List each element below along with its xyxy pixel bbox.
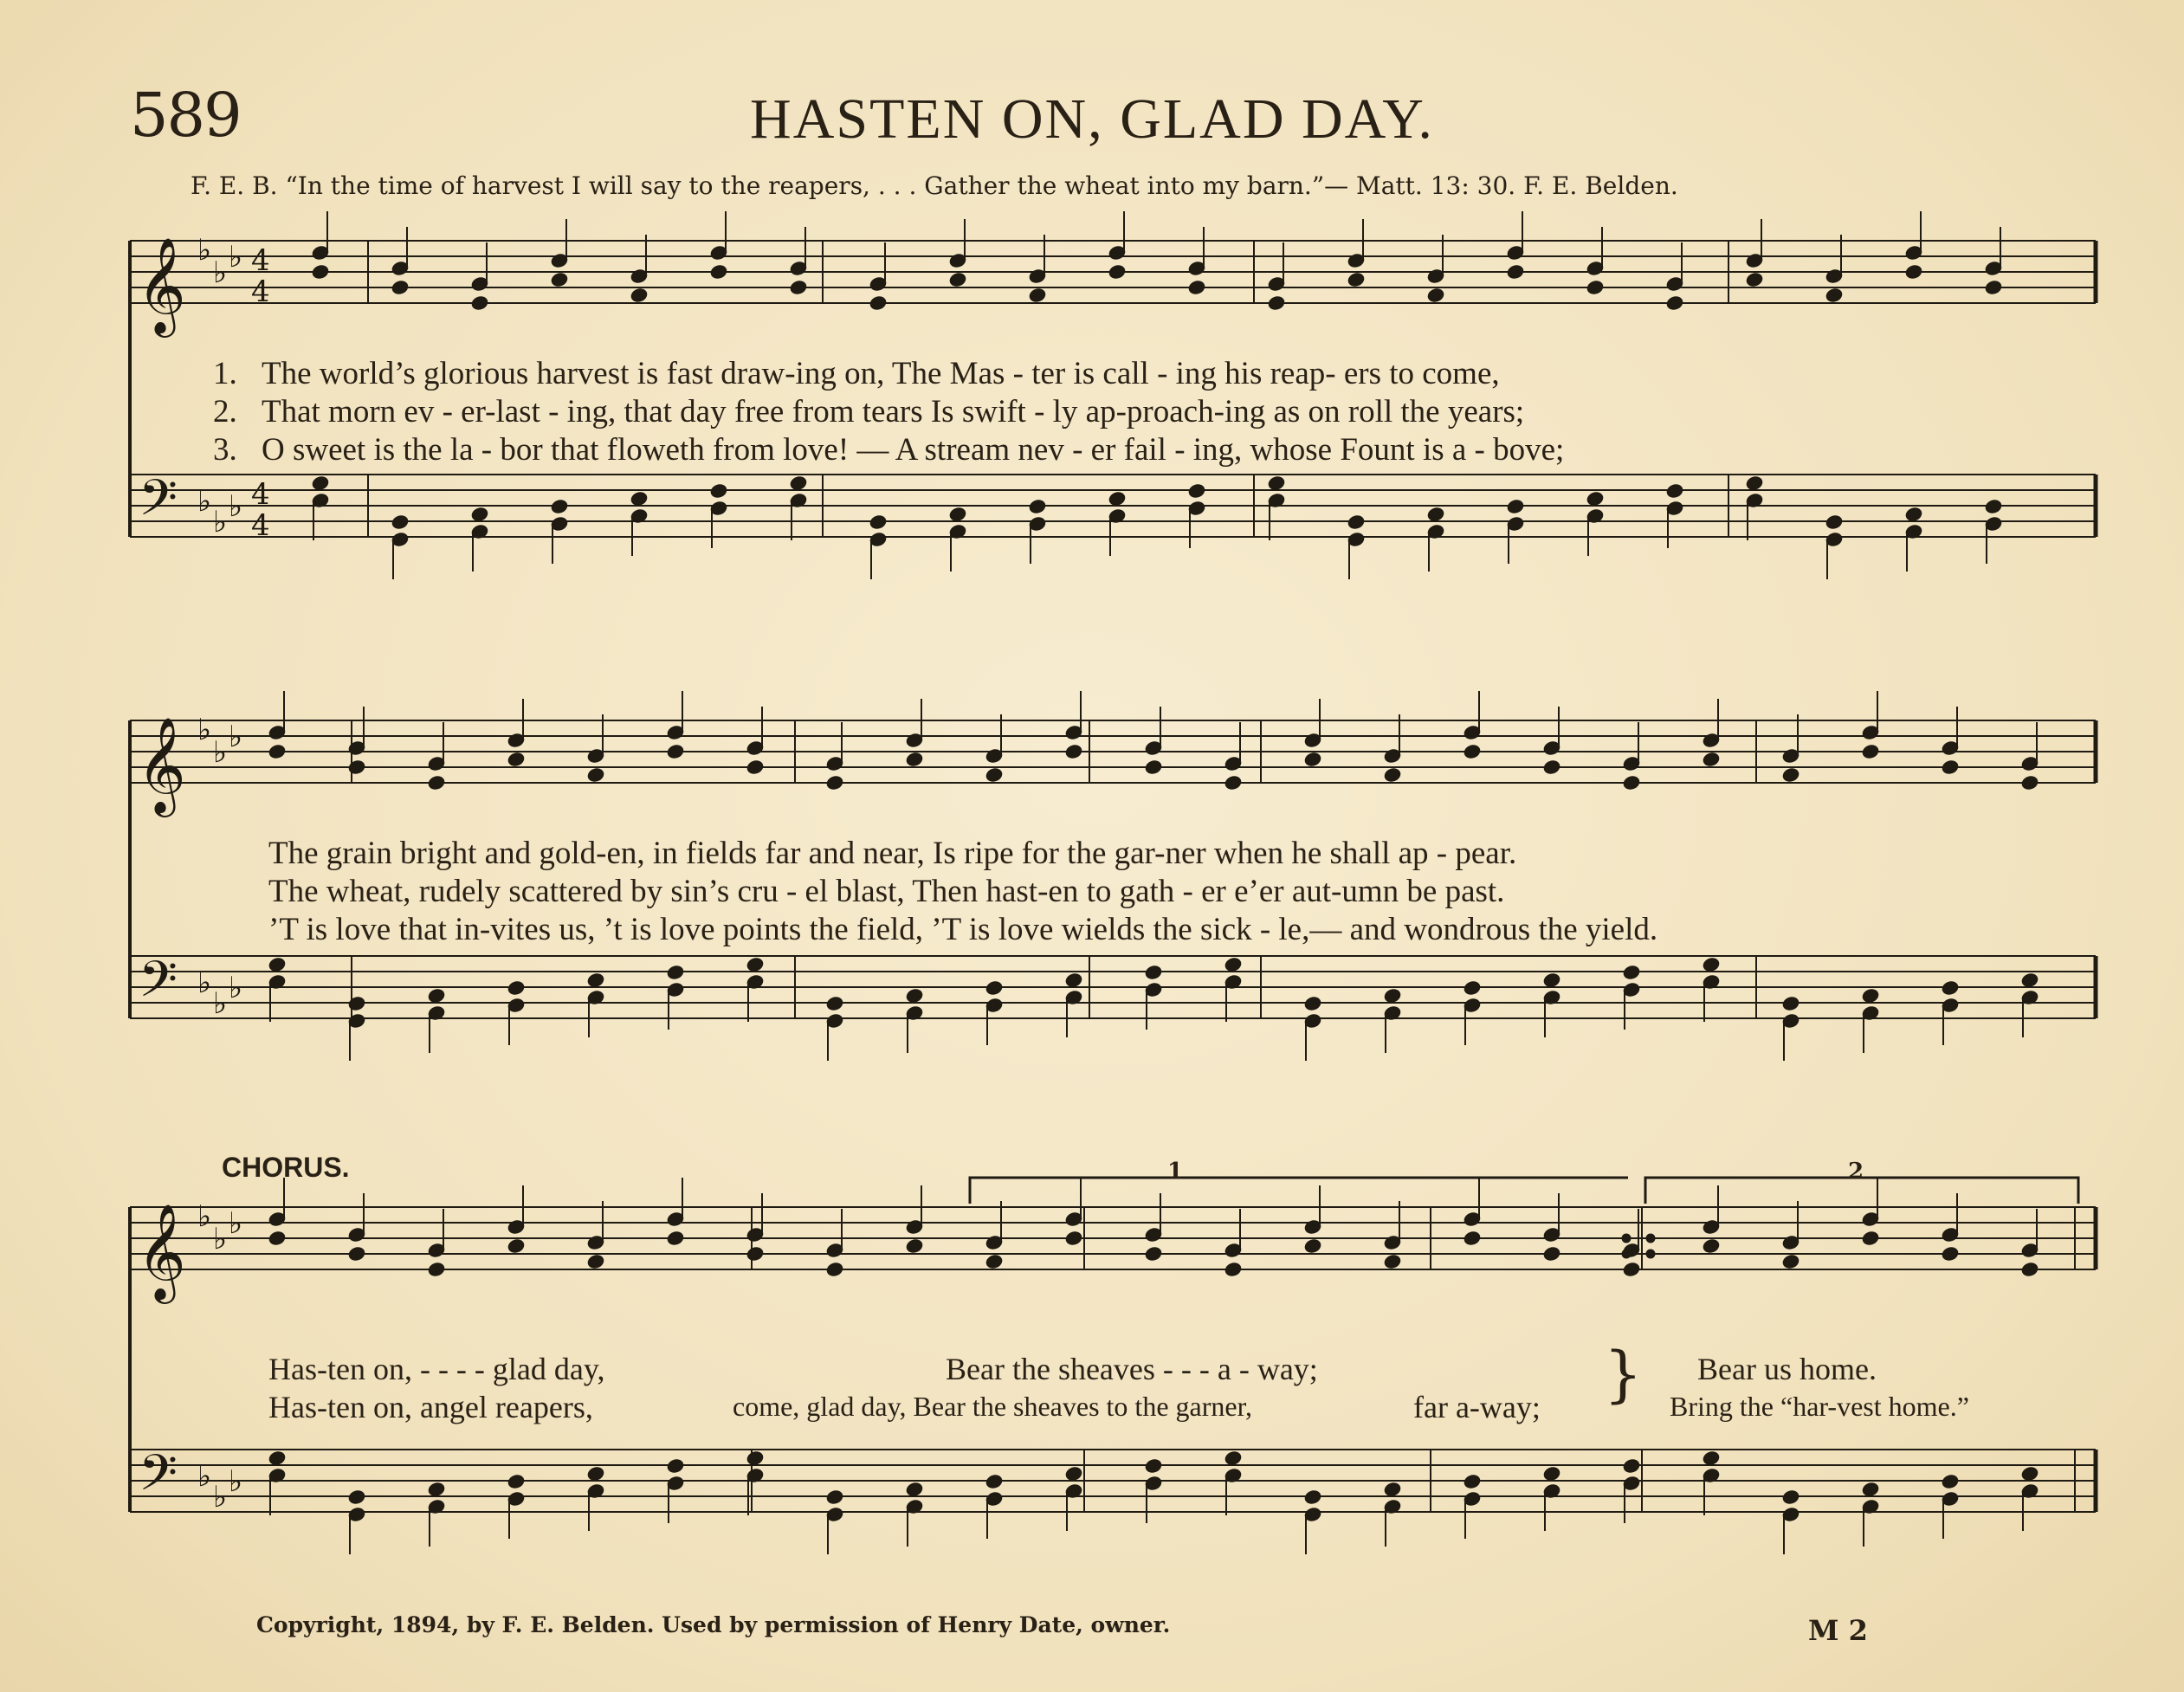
note-head xyxy=(586,1465,605,1482)
note-head xyxy=(427,1481,446,1497)
note-head xyxy=(1506,498,1525,514)
time-signature: 4 xyxy=(251,477,270,512)
note-head xyxy=(1702,751,1721,767)
note-head xyxy=(1267,475,1286,491)
note-head xyxy=(1347,513,1366,530)
chorus-line-1c: Bear us home. xyxy=(1697,1352,1877,1386)
note-head xyxy=(2020,774,2039,791)
verse-1-line-2: The grain bright and gold-en, in fields far and near, Is ripe for the gar-ner when he shall ap - pear. xyxy=(268,836,1517,871)
key-flat: ♭ xyxy=(213,1222,228,1256)
key-flat: ♭ xyxy=(197,713,212,747)
note-head xyxy=(1224,774,1243,791)
note-head xyxy=(746,1245,765,1262)
chorus-label: CHORUS. xyxy=(222,1152,350,1183)
note-head xyxy=(2020,1465,2039,1482)
repeat-dot xyxy=(1646,1234,1655,1243)
note-head xyxy=(1028,287,1047,303)
note-head xyxy=(1665,482,1684,499)
note-head xyxy=(985,1253,1004,1269)
verse-number: 3. xyxy=(213,432,237,468)
note-head xyxy=(709,263,728,280)
key-flat: ♭ xyxy=(213,505,228,539)
note-head xyxy=(1542,1245,1561,1262)
note-head xyxy=(1861,1481,1880,1497)
note-head xyxy=(666,964,685,980)
note-head xyxy=(630,490,649,507)
note-head xyxy=(789,475,808,491)
note-head xyxy=(347,995,366,1011)
note-head xyxy=(347,1489,366,1505)
chorus-line-2d: Bring the “har-vest home.” xyxy=(1670,1391,1969,1422)
note-head xyxy=(1028,498,1047,514)
note-head xyxy=(1383,766,1402,783)
note-head xyxy=(1984,498,2003,514)
note-head xyxy=(391,513,410,530)
note-head xyxy=(1383,987,1402,1004)
note-head xyxy=(550,498,569,514)
note-head xyxy=(1224,1261,1243,1277)
note-head xyxy=(507,1473,526,1489)
key-flat: ♭ xyxy=(197,233,212,268)
note-head xyxy=(1064,1465,1083,1482)
note-head xyxy=(427,1261,446,1277)
note-head xyxy=(1781,1489,1800,1505)
note-head xyxy=(1586,279,1605,295)
note-head xyxy=(1303,995,1322,1011)
note-head xyxy=(347,759,366,775)
note-head xyxy=(268,743,287,759)
key-flat: ♭ xyxy=(213,735,228,770)
note-head xyxy=(1144,1245,1163,1262)
note-head xyxy=(1144,1457,1163,1474)
note-head xyxy=(825,774,844,791)
note-head xyxy=(905,1481,924,1497)
note-head xyxy=(666,1230,685,1246)
verse-3-line-1 xyxy=(213,431,1564,468)
note-head xyxy=(507,1237,526,1254)
note-head xyxy=(1064,1230,1083,1246)
note-head xyxy=(1542,1465,1561,1482)
note-head xyxy=(586,1253,605,1269)
key-flat: ♭ xyxy=(197,484,212,519)
note-head xyxy=(1665,294,1684,311)
note-head xyxy=(825,1261,844,1277)
note-head xyxy=(427,774,446,791)
key-flat: ♭ xyxy=(229,240,243,274)
note-head xyxy=(1187,279,1206,295)
note-head xyxy=(1224,1450,1243,1466)
note-head xyxy=(1463,1230,1482,1246)
note-head xyxy=(1463,1473,1482,1489)
note-head xyxy=(746,1450,765,1466)
key-flat: ♭ xyxy=(229,489,243,524)
note-head xyxy=(1622,774,1641,791)
note-head xyxy=(470,294,489,311)
note-head xyxy=(948,506,967,522)
note-head xyxy=(1861,743,1880,759)
chorus-line-2b: come, glad day, Bear the sheaves to the garner, xyxy=(733,1391,1252,1422)
note-head xyxy=(985,979,1004,996)
note-head xyxy=(1144,759,1163,775)
note-head xyxy=(470,506,489,522)
note-head xyxy=(2020,1261,2039,1277)
note-head xyxy=(1984,279,2003,295)
bass-clef: 𝄢 xyxy=(139,950,178,1021)
note-head xyxy=(1745,475,1764,491)
note-head xyxy=(1825,287,1844,303)
treble-clef: 𝄞 xyxy=(137,716,186,813)
time-signature: 4 xyxy=(251,508,270,543)
note-head xyxy=(1861,987,1880,1004)
chorus-line-1b: Bear the sheaves - - - a - way; xyxy=(946,1352,1318,1386)
note-head xyxy=(1861,1230,1880,1246)
key-flat: ♭ xyxy=(213,255,228,290)
note-head xyxy=(905,1237,924,1254)
bass-clef: 𝄢 xyxy=(139,1443,178,1514)
key-flat: ♭ xyxy=(229,720,243,754)
chorus-line-2a: Has-ten on, angel reapers, xyxy=(268,1390,593,1424)
key-flat: ♭ xyxy=(213,986,228,1021)
note-head xyxy=(586,766,605,783)
note-head xyxy=(1941,979,1960,996)
note-head xyxy=(586,972,605,988)
note-head xyxy=(1144,964,1163,980)
note-head xyxy=(1622,964,1641,980)
note-head xyxy=(427,987,446,1004)
note-head xyxy=(268,1230,287,1246)
note-head xyxy=(1745,271,1764,287)
note-head xyxy=(1463,743,1482,759)
verse-3-line-2: ’T is love that in-vites us, ’t is love points the field, ’T is love wields the sick - le,— and wondrous the yield. xyxy=(268,912,1658,947)
note-head xyxy=(1303,1489,1322,1505)
note-head xyxy=(905,987,924,1004)
treble-clef: 𝄞 xyxy=(137,236,186,333)
note-head xyxy=(268,956,287,972)
verse-2-line-1 xyxy=(213,393,1524,430)
copyright-notice: Copyright, 1894, by F. E. Belden. Used by permission of Henry Date, owner. xyxy=(256,1612,1171,1637)
page-title: HASTEN ON, GLAD DAY. xyxy=(750,87,1434,151)
note-head xyxy=(1108,263,1127,280)
note-head xyxy=(2020,972,2039,988)
note-head xyxy=(1622,1261,1641,1277)
note-head xyxy=(391,279,410,295)
note-head xyxy=(1426,506,1445,522)
note-head xyxy=(1904,506,1923,522)
chorus-line-2c: far a-way; xyxy=(1413,1390,1541,1424)
note-head xyxy=(1702,956,1721,972)
note-head xyxy=(1303,1237,1322,1254)
lyric-text: That morn ev - er-last - ing, that day free from tears Is swift - ly ap-proach-ing as on roll the years; xyxy=(262,394,1525,429)
hymn-number: 589 xyxy=(130,80,241,151)
first-ending-bracket xyxy=(970,1178,1628,1204)
key-flat: ♭ xyxy=(197,1199,212,1234)
note-head xyxy=(507,979,526,996)
time-signature: 4 xyxy=(251,274,270,309)
note-head xyxy=(825,1489,844,1505)
verse-number: 2. xyxy=(213,394,237,429)
key-flat: ♭ xyxy=(229,1206,243,1241)
first-ending-label: 1 xyxy=(1167,1159,1184,1185)
key-flat: ♭ xyxy=(229,971,243,1005)
key-flat: ♭ xyxy=(229,1464,243,1499)
note-head xyxy=(789,279,808,295)
key-flat: ♭ xyxy=(213,1480,228,1514)
note-head xyxy=(905,751,924,767)
repeat-dot xyxy=(1646,1250,1655,1258)
note-head xyxy=(709,482,728,499)
note-head xyxy=(869,513,888,530)
verse-number: 1. xyxy=(213,356,237,391)
note-head xyxy=(1622,1457,1641,1474)
note-head xyxy=(1702,1450,1721,1466)
verse-1-line-1 xyxy=(213,355,1500,392)
note-head xyxy=(1941,1245,1960,1262)
repeat-dot xyxy=(1622,1234,1631,1243)
note-head xyxy=(1702,1237,1721,1254)
note-head xyxy=(1542,759,1561,775)
note-head xyxy=(1904,263,1923,280)
note-head xyxy=(1781,766,1800,783)
note-head xyxy=(1064,972,1083,988)
note-head xyxy=(347,1245,366,1262)
bass-clef: 𝄢 xyxy=(139,468,178,539)
note-head xyxy=(869,294,888,311)
note-head xyxy=(666,1457,685,1474)
lyric-text: O sweet is the la - bor that floweth from love! — A stream nev - er fail - ing, whose Fount is a - bove; xyxy=(262,432,1565,468)
note-head xyxy=(1941,759,1960,775)
note-head xyxy=(985,1473,1004,1489)
key-flat: ♭ xyxy=(197,965,212,1000)
note-head xyxy=(1303,751,1322,767)
note-head xyxy=(311,475,330,491)
lyric-brace: } xyxy=(1604,1339,1643,1410)
note-head xyxy=(1267,294,1286,311)
note-head xyxy=(1064,743,1083,759)
note-head xyxy=(268,1450,287,1466)
note-head xyxy=(1586,490,1605,507)
time-signature: 4 xyxy=(251,243,270,278)
note-head xyxy=(550,271,569,287)
key-flat: ♭ xyxy=(197,1459,212,1494)
note-head xyxy=(311,263,330,280)
second-ending-label: 2 xyxy=(1848,1159,1864,1185)
note-head xyxy=(1463,979,1482,996)
chorus-line-1a: Has-ten on, - - - - glad day, xyxy=(268,1352,605,1386)
note-head xyxy=(1506,263,1525,280)
note-head xyxy=(1542,972,1561,988)
note-head xyxy=(507,751,526,767)
note-head xyxy=(1383,1481,1402,1497)
repeat-dot xyxy=(1622,1250,1631,1258)
note-head xyxy=(1941,1473,1960,1489)
note-head xyxy=(825,995,844,1011)
note-head xyxy=(1347,271,1366,287)
treble-clef: 𝄞 xyxy=(137,1203,186,1300)
note-head xyxy=(1781,995,1800,1011)
note-head xyxy=(985,766,1004,783)
lyric-text: The world’s glorious harvest is fast draw-ing on, The Mas - ter is call - ing his reap- ers to come, xyxy=(262,356,1500,391)
note-head xyxy=(630,287,649,303)
scripture-epigraph: F. E. B. “In the time of harvest I will say to the reapers, . . . Gather the wheat into my barn.”— Matt. 13: 30. F. E. Belden. xyxy=(191,171,1678,200)
note-head xyxy=(746,759,765,775)
note-head xyxy=(948,271,967,287)
verse-2-line-2: The wheat, rudely scattered by sin’s cru - el blast, Then hast-en to gath - er e’er aut-umn be past. xyxy=(268,874,1505,909)
note-head xyxy=(746,956,765,972)
note-head xyxy=(1224,956,1243,972)
page-reference: M 2 xyxy=(1808,1614,1868,1647)
note-head xyxy=(1187,482,1206,499)
note-head xyxy=(1108,490,1127,507)
note-head xyxy=(1383,1253,1402,1269)
note-head xyxy=(1426,287,1445,303)
note-head xyxy=(1781,1253,1800,1269)
note-head xyxy=(666,743,685,759)
note-head xyxy=(1825,513,1844,530)
